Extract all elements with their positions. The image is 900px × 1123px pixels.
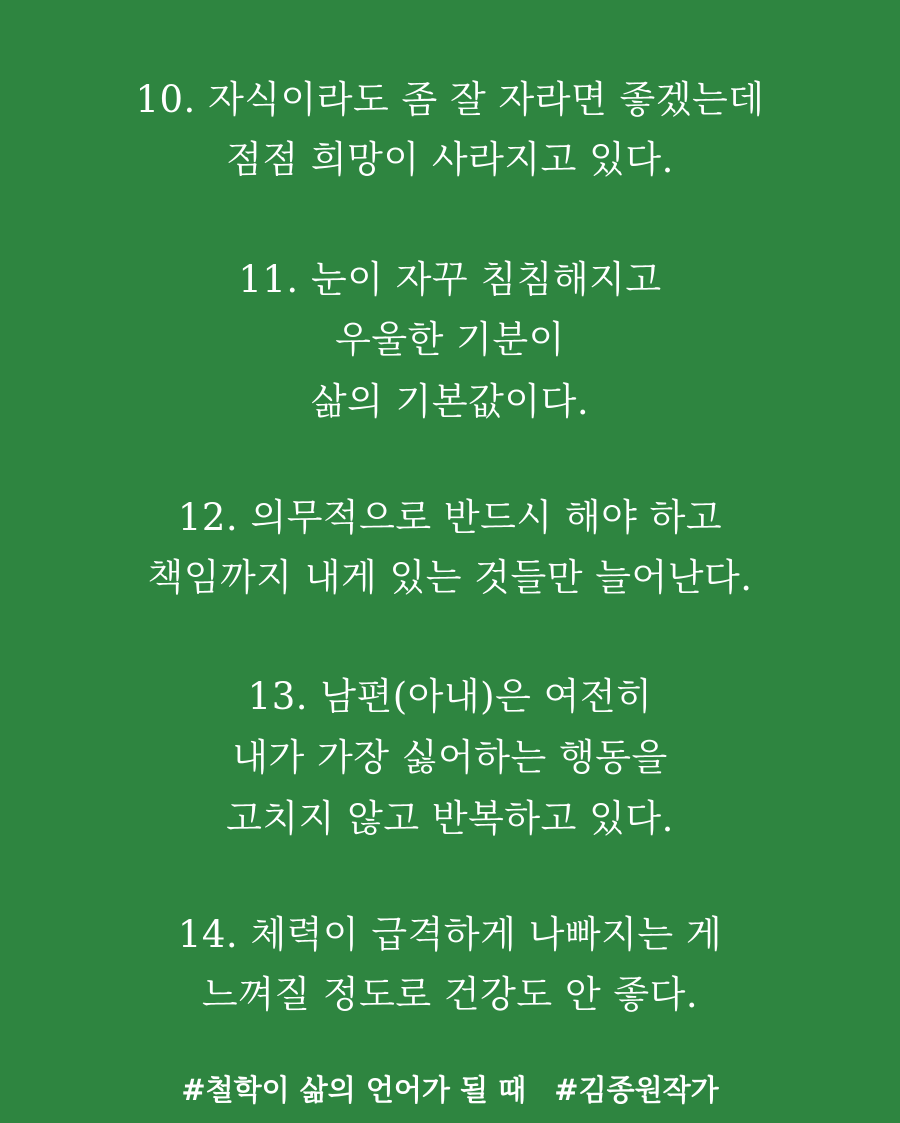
hashtag-author[interactable]: #김종원작가 <box>554 1073 719 1107</box>
item-10-line-1: 10. 자식이라도 좀 잘 자라면 좋겠는데 <box>135 78 765 121</box>
item-11-line-2: 우울한 기분이 <box>335 318 565 361</box>
item-11-line-1: 11. 눈이 자꾸 침침해지고 <box>238 258 662 301</box>
item-13-line-2: 내가 가장 싫어하는 행동을 <box>232 736 668 779</box>
item-12-line-2: 책임까지 내게 있는 것들만 늘어난다. <box>147 556 753 599</box>
hashtag-row <box>0 1065 900 1115</box>
item-14-line-1: 14. 체력이 급격하게 나빠지는 게 <box>177 913 723 956</box>
hashtag-book[interactable]: #철학이 삶의 언어가 될 때 <box>181 1073 527 1107</box>
item-11-line-3: 삶의 기본값이다. <box>310 380 590 423</box>
item-10-line-2: 점점 희망이 사라지고 있다. <box>226 138 674 181</box>
item-14-line-2: 느껴질 정도로 건강도 안 좋다. <box>201 973 699 1016</box>
item-12-line-1: 12. 의무적으로 반드시 해야 하고 <box>177 496 723 539</box>
item-13-line-1: 13. 남편(아내)은 여전히 <box>247 675 653 718</box>
item-13-line-3: 고치지 않고 반복하고 있다. <box>226 797 674 840</box>
